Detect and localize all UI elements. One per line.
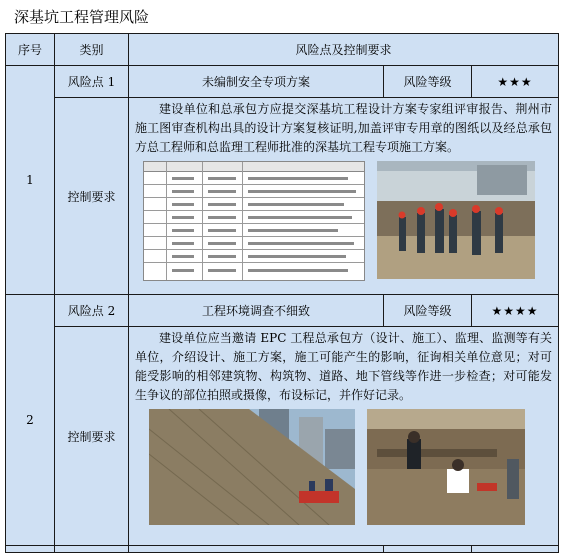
risk-point-title: 未编制安全专项方案 bbox=[129, 66, 384, 98]
table-row-partial bbox=[6, 546, 559, 553]
table-row bbox=[6, 295, 559, 327]
pipeline-inspection-photo bbox=[367, 409, 525, 525]
risk-level-label: 风险等级 bbox=[384, 295, 472, 327]
site-inspection-photo bbox=[377, 161, 535, 279]
risk-level-stars: ★★★ bbox=[472, 66, 559, 98]
row-num: 2 bbox=[6, 295, 55, 546]
risk-table bbox=[5, 33, 559, 553]
control-label: 控制要求 bbox=[55, 327, 129, 546]
table-row bbox=[6, 327, 559, 546]
control-content bbox=[129, 327, 559, 546]
table-row bbox=[6, 98, 559, 295]
control-label: 控制要求 bbox=[55, 98, 129, 295]
control-content bbox=[129, 98, 559, 295]
table-row bbox=[6, 66, 559, 98]
page-title: 深基坑工程管理风险 bbox=[14, 8, 150, 26]
table-header-row bbox=[6, 34, 559, 66]
header-num: 序号 bbox=[6, 34, 55, 66]
row-num: 1 bbox=[6, 66, 55, 295]
header-category: 类别 bbox=[55, 34, 129, 66]
slope-photo bbox=[149, 409, 355, 525]
header-risk: 风险点及控制要求 bbox=[129, 34, 559, 66]
risk-point-label: 风险点 1 bbox=[55, 66, 129, 98]
risk-level-label: 风险等级 bbox=[384, 66, 472, 98]
risk-point-label: 风险点 2 bbox=[55, 295, 129, 327]
risk-point-title: 工程环境调查不细致 bbox=[129, 295, 384, 327]
control-text: 建设单位应当邀请 EPC 工程总承包方（设计、施工）、监理、监测等有关单位，介绍设计、施工方案，施工可能产生的影响，征询相关单位意见；对可能受影响的相邻建筑物、构筑物、道路、地下管线等作进一步检查；对可能发生争议的部位拍照或摄像，布设标记，并作好记录。 bbox=[135, 331, 553, 402]
soil-table-image bbox=[143, 161, 365, 281]
control-text: 建设单位和总承包方应提交深基坑工程设计方案专家组评审报告、荆州市施工图审查机构出具的设计方案复核证明,加盖评审专用章的图纸以及经总承包方总工程师和总监理工程师批准的深基坑工程专项施工方案。 bbox=[135, 102, 553, 154]
risk-level-stars: ★★★★ bbox=[472, 295, 559, 327]
